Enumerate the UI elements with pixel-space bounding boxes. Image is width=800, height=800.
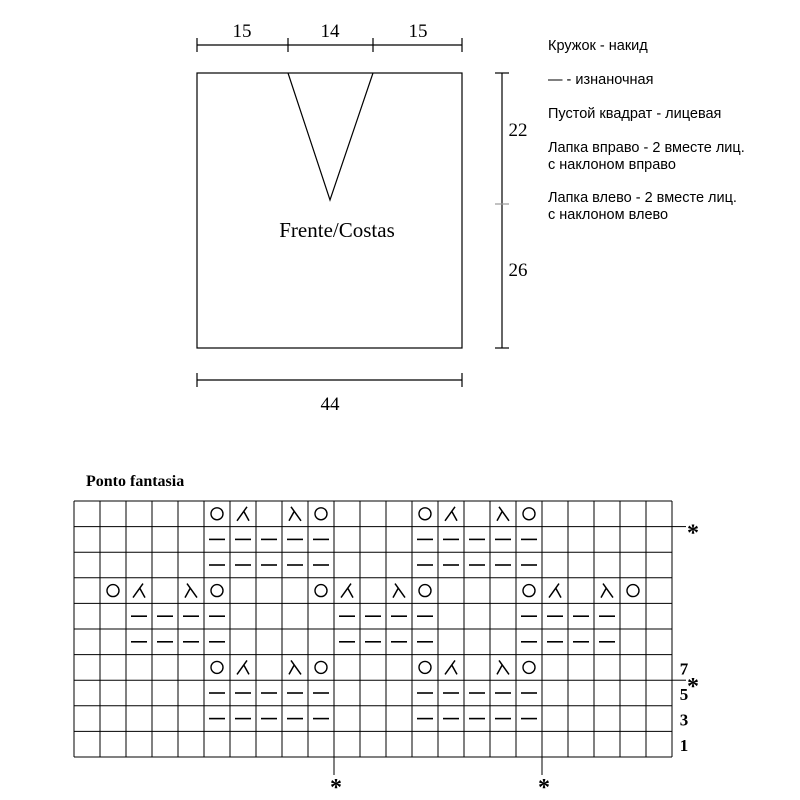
yarn-over-symbol (523, 508, 535, 520)
k2tog-left-symbol (185, 584, 197, 598)
stitch-chart-symbols (107, 507, 639, 719)
legend-text: — - изнаночная (548, 72, 654, 88)
repeat-markers (330, 521, 699, 800)
repeat-marker-star: * (687, 520, 699, 547)
legend-text: с наклоном влево (548, 207, 669, 223)
k2tog-left-symbol (497, 507, 509, 521)
k2tog-right-symbol (445, 507, 457, 521)
top-width-neck: 14 (320, 21, 340, 42)
height-lower: 26 (508, 260, 528, 281)
row-label: 3 (679, 710, 689, 730)
yarn-over-symbol (211, 508, 223, 520)
yarn-over-symbol (523, 661, 535, 673)
top-width-right: 15 (408, 21, 428, 42)
yarn-over-symbol (419, 585, 431, 597)
height-upper: 22 (508, 120, 528, 141)
neckline-v (288, 73, 373, 200)
row-label: 7 (679, 659, 689, 679)
row-label: 5 (679, 685, 689, 704)
yarn-over-symbol (315, 585, 327, 597)
legend-text: с наклоном вправо (548, 157, 676, 173)
k2tog-left-symbol (393, 584, 405, 598)
k2tog-left-symbol (289, 507, 301, 521)
yarn-over-symbol (419, 661, 431, 673)
yarn-over-symbol (315, 508, 327, 520)
legend-item-purl (548, 72, 653, 89)
k2tog-right-symbol (341, 584, 353, 598)
k2tog-right-symbol (237, 660, 249, 674)
legend-text: Лапка влево - 2 вместе лиц. (548, 190, 737, 206)
bottom-marker-star: * (330, 775, 342, 800)
legend-item-yarn-over (548, 38, 648, 55)
k2tog-left-symbol (497, 660, 509, 674)
legend-text: Кружок - накид (548, 38, 648, 54)
legend-text: Пустой квадрат - лицевая (548, 106, 722, 122)
k2tog-right-symbol (133, 584, 145, 598)
k2tog-right-symbol (549, 584, 561, 598)
yarn-over-symbol (315, 661, 327, 673)
k2tog-left-symbol (289, 660, 301, 674)
k2tog-right-symbol (445, 660, 457, 674)
piece-outline (197, 73, 462, 348)
piece-label: Frente/Costas (279, 218, 395, 242)
legend-item-k2tog-left (548, 190, 737, 224)
yarn-over-symbol (523, 585, 535, 597)
row-label: 1 (679, 736, 689, 756)
legend-text: Лапка вправо - 2 вместе лиц. (548, 140, 745, 156)
k2tog-right-symbol (237, 507, 249, 521)
yarn-over-symbol (627, 585, 639, 597)
yarn-over-symbol (211, 661, 223, 673)
garment-schematic (197, 38, 509, 387)
top-width-left: 15 (232, 21, 252, 42)
yarn-over-symbol (107, 585, 119, 597)
yarn-over-symbol (211, 585, 223, 597)
legend-item-knit (548, 106, 721, 123)
yarn-over-symbol (419, 508, 431, 520)
schematic-labels (233, 21, 528, 415)
repeat-marker-star: * (687, 674, 699, 701)
legend-item-k2tog-right (548, 140, 745, 174)
bottom-width: 44 (320, 394, 340, 415)
k2tog-left-symbol (601, 584, 613, 598)
bottom-marker-star: * (538, 775, 550, 800)
stitch-chart-grid (74, 501, 672, 757)
chart-title: Ponto fantasia (86, 473, 185, 490)
